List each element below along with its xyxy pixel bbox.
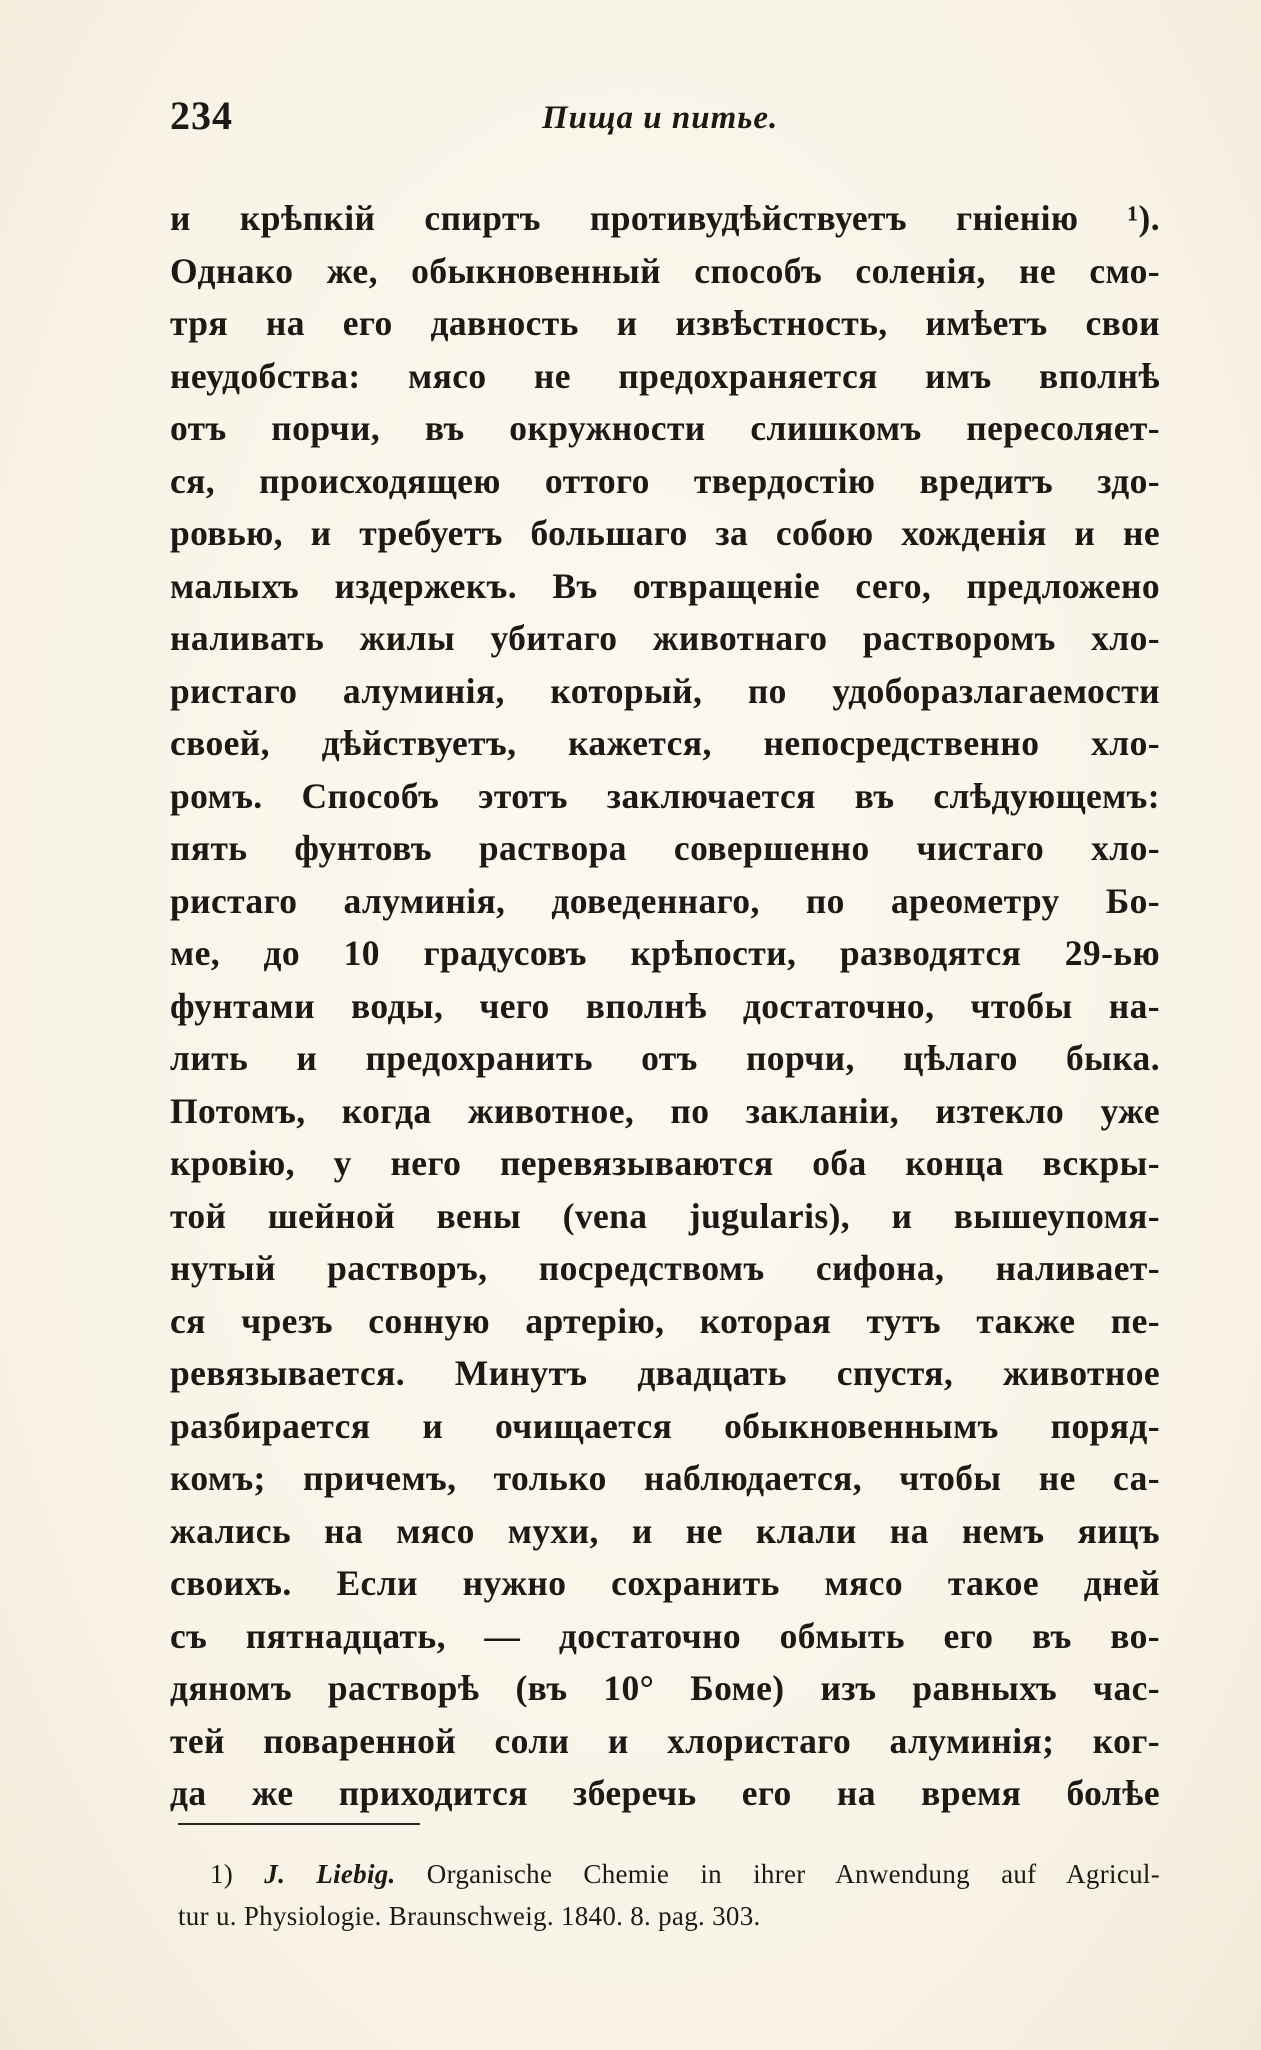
running-title: Пища и питье. xyxy=(542,100,779,136)
text-line: фунтами воды, чего вполнѣ достаточно, чтобы на- xyxy=(170,985,1160,1026)
text-line: отъ порчи, въ окружности слишкомъ пересоляет- xyxy=(170,408,1160,448)
text-line: разбирается и очищается обыкновеннымъ поряд- xyxy=(170,1405,1160,1446)
footnote-line: tur u. Physiologie. Braunschweig. 1840. 8. pag. 303. xyxy=(178,1901,761,1931)
text-line: своей, дѣйствуетъ, кажется, непосредственно хло- xyxy=(170,723,1160,763)
text-line: ме, до 10 градусовъ крѣпости, разводятся 29-ью xyxy=(170,933,1160,973)
text-line: да же приходится зберечь его на время болѣе xyxy=(170,1773,1160,1813)
text-line: Потомъ, когда животное, по закланіи, изтекло уже xyxy=(170,1090,1160,1131)
footnote-line xyxy=(178,1853,1160,1895)
text-line: комъ; причемъ, только наблюдается, чтобы не са- xyxy=(170,1458,1160,1498)
footnote-title: Organische Chemie in ihrer Anwendung auf Agricul- xyxy=(426,1859,1160,1889)
text-line: малыхъ издержекъ. Въ отвращеніе сего, предложено xyxy=(170,565,1160,606)
page-header xyxy=(170,92,1160,142)
text-line: ристаго алуминія, доведеннаго, по ареометру Бо- xyxy=(170,880,1160,921)
text-line: съ пятнадцать, — достаточно обмыть его въ во- xyxy=(170,1615,1160,1656)
text-line: своихъ. Если нужно сохранить мясо такое дней xyxy=(170,1563,1160,1603)
text-line: ся, происходящею оттого твердостію вредитъ здо- xyxy=(170,460,1160,501)
text-line: ристаго алуминія, который, по удоборазлагаемости xyxy=(170,670,1160,711)
text-line: жались на мясо мухи, и не клали на немъ яицъ xyxy=(170,1510,1160,1551)
text-line: той шейной вены (vena jugularis), и вышеупомя- xyxy=(170,1195,1160,1236)
text-line: ромъ. Способъ этотъ заключается въ слѣдующемъ: xyxy=(170,775,1160,816)
text-line: тей поваренной соли и хлористаго алуминія; ког- xyxy=(170,1720,1160,1761)
text-line: наливать жилы убитаго животнаго растворомъ хло- xyxy=(170,618,1160,658)
text-line: нутый растворъ, посредствомъ сифона, наливает- xyxy=(170,1248,1160,1288)
text-line: ревязывается. Минутъ двадцать спустя, животное xyxy=(170,1353,1160,1393)
text-line: Однако же, обыкновенный способъ соленія, не смо- xyxy=(170,250,1160,291)
page-number: 234 xyxy=(170,93,233,138)
text-line: и крѣпкій спиртъ противудѣйствуетъ гніенію ¹). xyxy=(170,198,1160,238)
text-line: лить и предохранить отъ порчи, цѣлаго быка. xyxy=(170,1038,1160,1078)
footnote-marker: 1) xyxy=(210,1859,234,1889)
text-line: дяномъ растворѣ (въ 10° Боме) изъ равныхъ час- xyxy=(170,1668,1160,1708)
text-line: ровью, и требуетъ большаго за собою хожденія и не xyxy=(170,513,1160,553)
footnote-author: J. Liebig. xyxy=(264,1859,396,1889)
text-line: неудобства: мясо не предохраняется имъ вполнѣ xyxy=(170,355,1160,396)
text-line: тря на его давность и извѣстность, имѣетъ свои xyxy=(170,303,1160,343)
body-text xyxy=(170,192,1160,1820)
text-line: ся чрезъ сонную артерію, которая тутъ также пе- xyxy=(170,1300,1160,1341)
text-line: пять фунтовъ раствора совершенно чистаго хло- xyxy=(170,828,1160,868)
footnote-divider xyxy=(178,1823,420,1825)
footnote xyxy=(178,1853,1160,1937)
text-line: кровію, у него перевязываются оба конца вскры- xyxy=(170,1143,1160,1183)
